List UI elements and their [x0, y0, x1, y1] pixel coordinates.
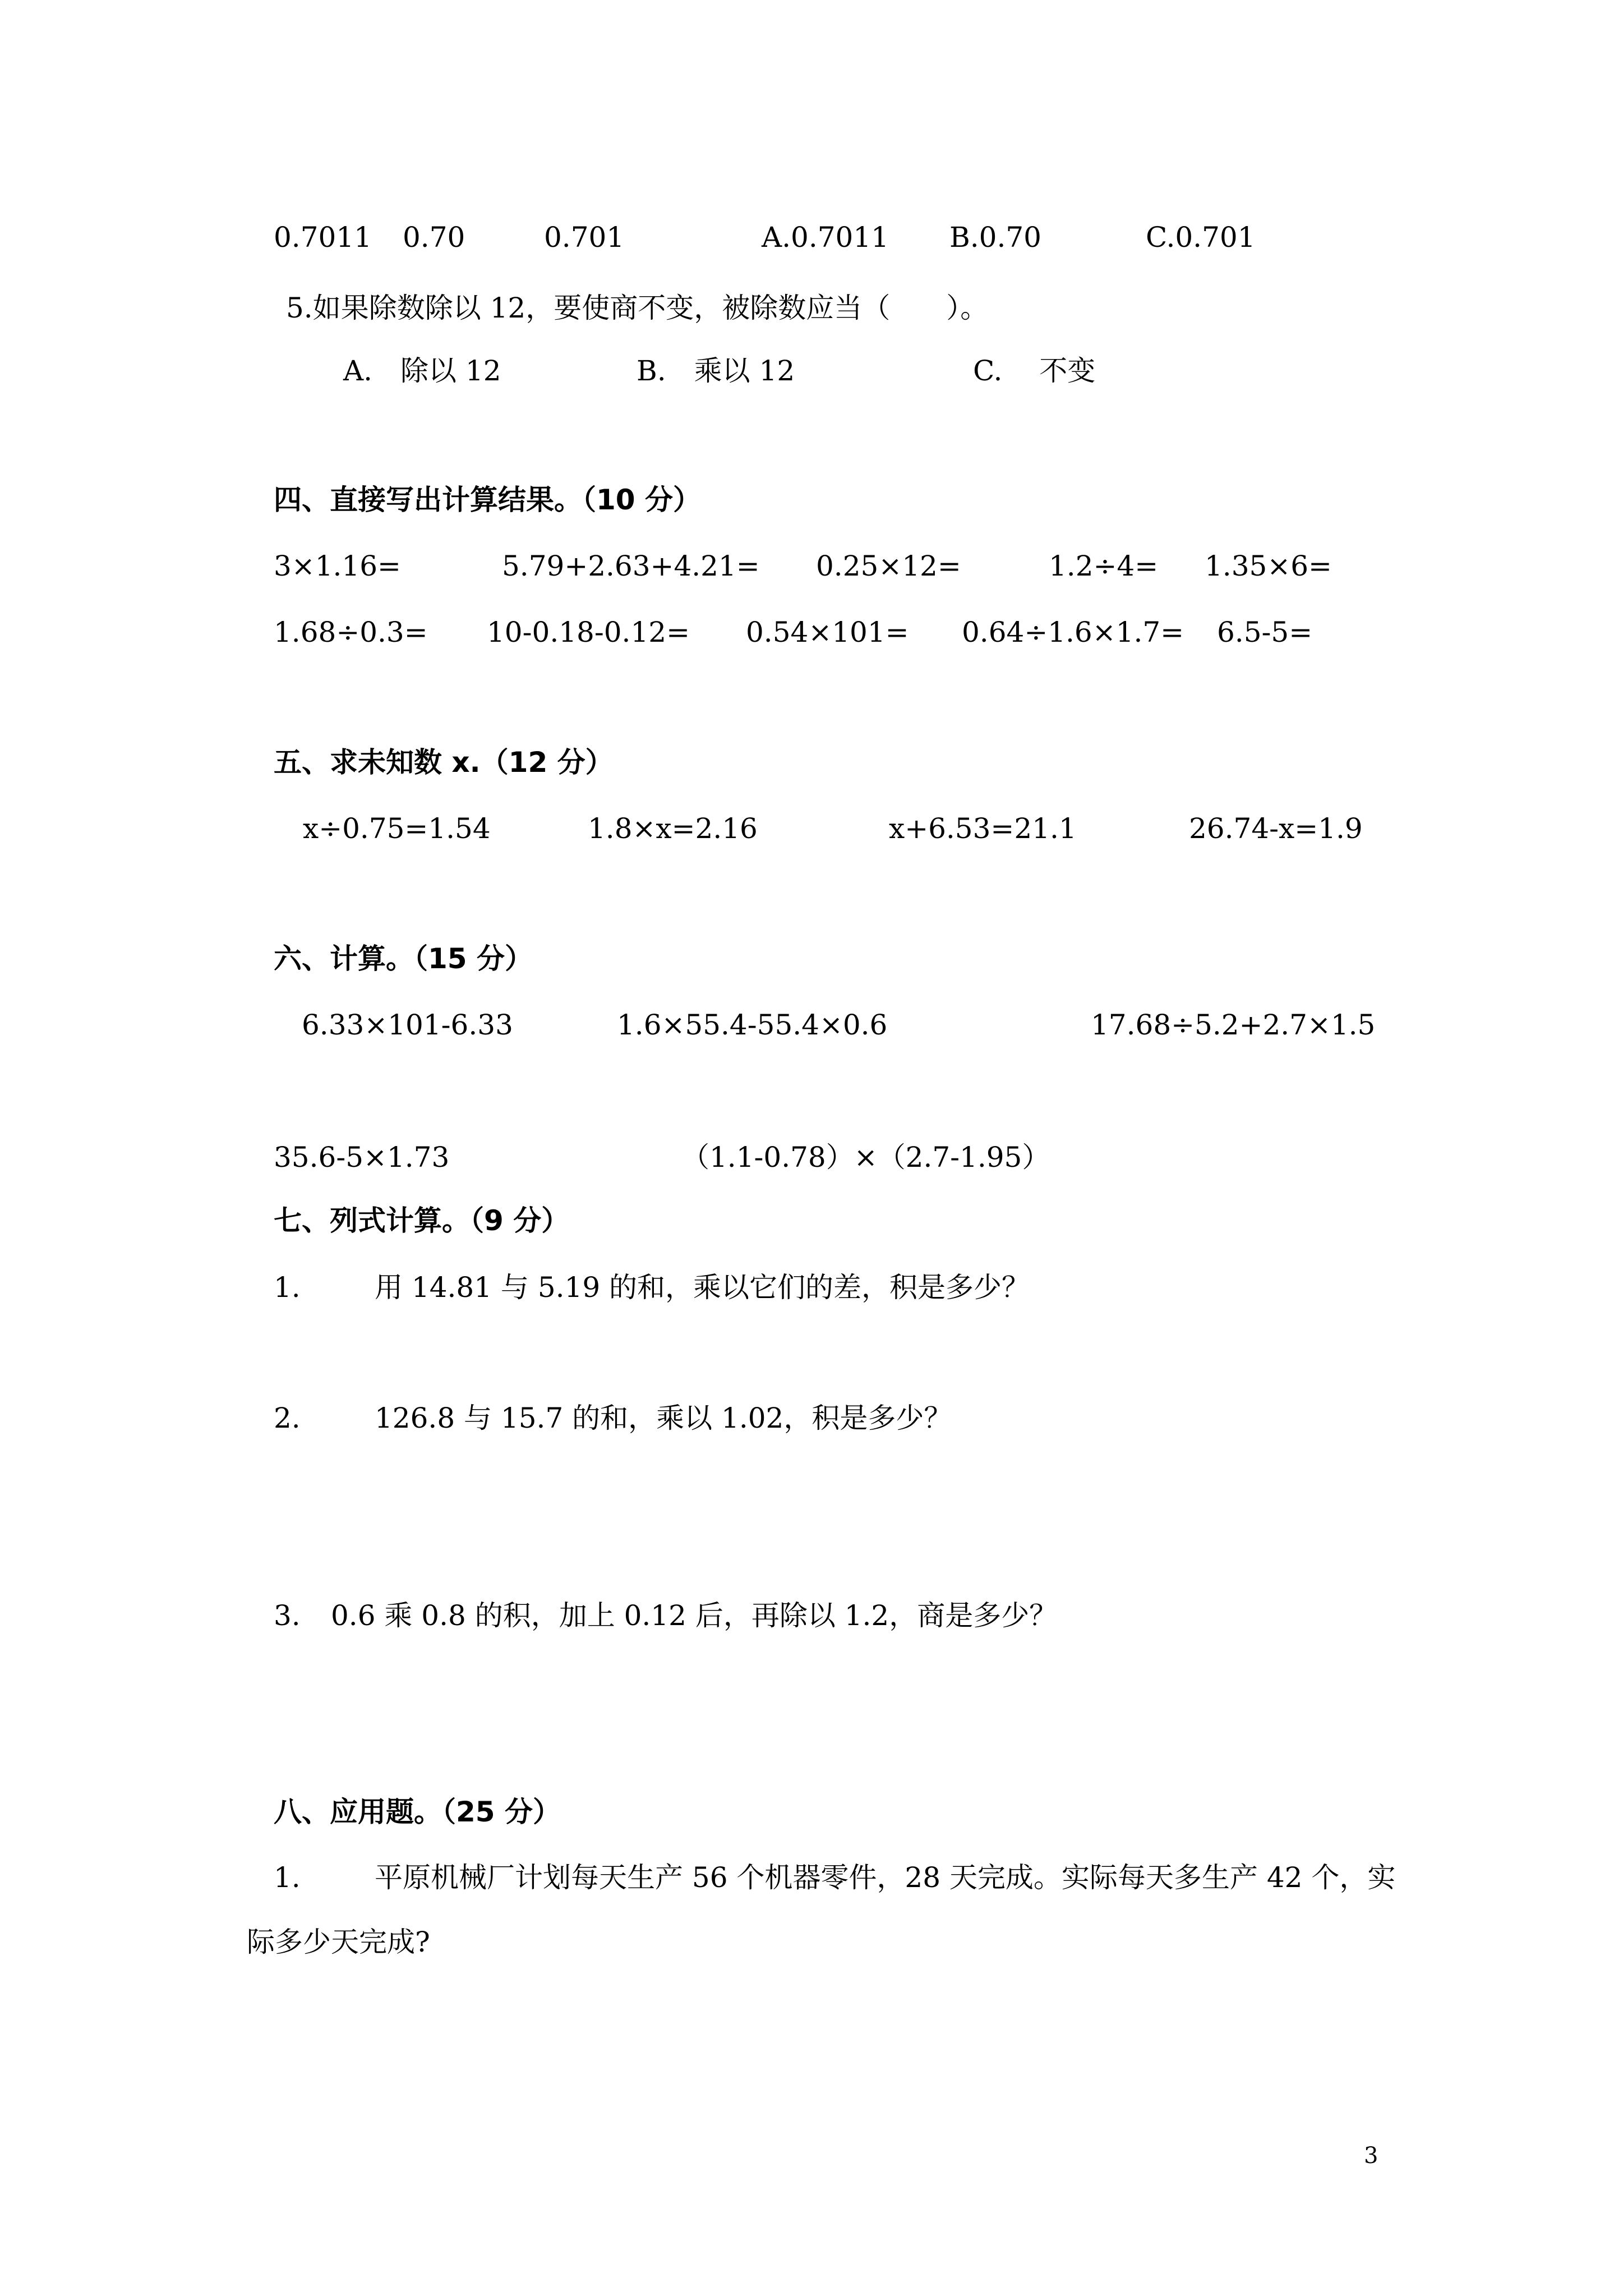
choice-value: 0.70 — [403, 221, 465, 254]
expression: 0.64÷1.6×1.7= — [962, 616, 1184, 648]
option-a: A.0.7011 — [762, 221, 889, 254]
word-problem: 用 14.81 与 5.19 的和，乘以它们的差，积是多少？ — [375, 1271, 1030, 1304]
choice-value: 0.701 — [544, 221, 625, 254]
expression: 0.54×101= — [746, 616, 909, 648]
option-b: B.0.70 — [949, 221, 1041, 254]
section-heading-7: 七、列式计算。（9 分） — [274, 1204, 570, 1237]
section-heading-5: 五、求未知数 x.（12 分） — [274, 746, 614, 779]
calculation: 17.68÷5.2+2.7×1.5 — [1091, 1009, 1376, 1041]
option-c: C. 不变 — [973, 355, 1096, 387]
calculation: 1.6×55.4-55.4×0.6 — [617, 1009, 888, 1041]
section-heading-6: 六、计算。（15 分） — [274, 942, 533, 975]
expression: 6.5-5= — [1217, 616, 1313, 648]
option-a: A. 除以 12 — [343, 355, 501, 387]
expression: 5.79+2.63+4.21= — [502, 550, 760, 582]
word-problem-line: 平原机械厂计划每天生产 56 个机器零件，28 天完成。实际每天多生产 42 个，实 — [375, 1861, 1396, 1894]
expression: 3×1.16= — [274, 550, 401, 582]
calculation: （1.1-0.78）×（2.7-1.95） — [681, 1141, 1050, 1174]
section-heading-8: 八、应用题。（25 分） — [274, 1796, 561, 1828]
section-heading-4: 四、直接写出计算结果。（10 分） — [274, 484, 701, 516]
item-number: 1. — [274, 1271, 301, 1304]
question-5-stem: 5.如果除数除以 12，要使商不变，被除数应当（ ）。 — [286, 292, 989, 324]
equation: x+6.53=21.1 — [889, 812, 1077, 845]
expression: 10-0.18-0.12= — [487, 616, 690, 648]
expression: 1.68÷0.3= — [274, 616, 428, 648]
expression: 0.25×12= — [816, 550, 961, 582]
calculation: 35.6-5×1.73 — [274, 1141, 450, 1174]
page-number: 3 — [1364, 2143, 1378, 2169]
word-problem: 126.8 与 15.7 的和，乘以 1.02，积是多少？ — [375, 1402, 952, 1434]
word-problem-line: 际多少天完成? — [247, 1926, 430, 1958]
item-number: 2. — [274, 1402, 301, 1434]
item-number: 1. — [274, 1861, 301, 1894]
expression: 1.2÷4= — [1049, 550, 1159, 582]
item-number: 3. — [274, 1599, 301, 1632]
equation: x÷0.75=1.54 — [303, 812, 491, 845]
expression: 1.35×6= — [1205, 550, 1332, 582]
equation: 1.8×x=2.16 — [588, 812, 758, 845]
choice-value: 0.7011 — [274, 221, 372, 254]
option-b: B. 乘以 12 — [637, 355, 795, 387]
word-problem: 0.6 乘 0.8 的积，加上 0.12 后，再除以 1.2，商是多少？ — [331, 1599, 1058, 1632]
calculation: 6.33×101-6.33 — [302, 1009, 513, 1041]
option-c: C.0.701 — [1146, 221, 1256, 254]
equation: 26.74-x=1.9 — [1189, 812, 1363, 845]
